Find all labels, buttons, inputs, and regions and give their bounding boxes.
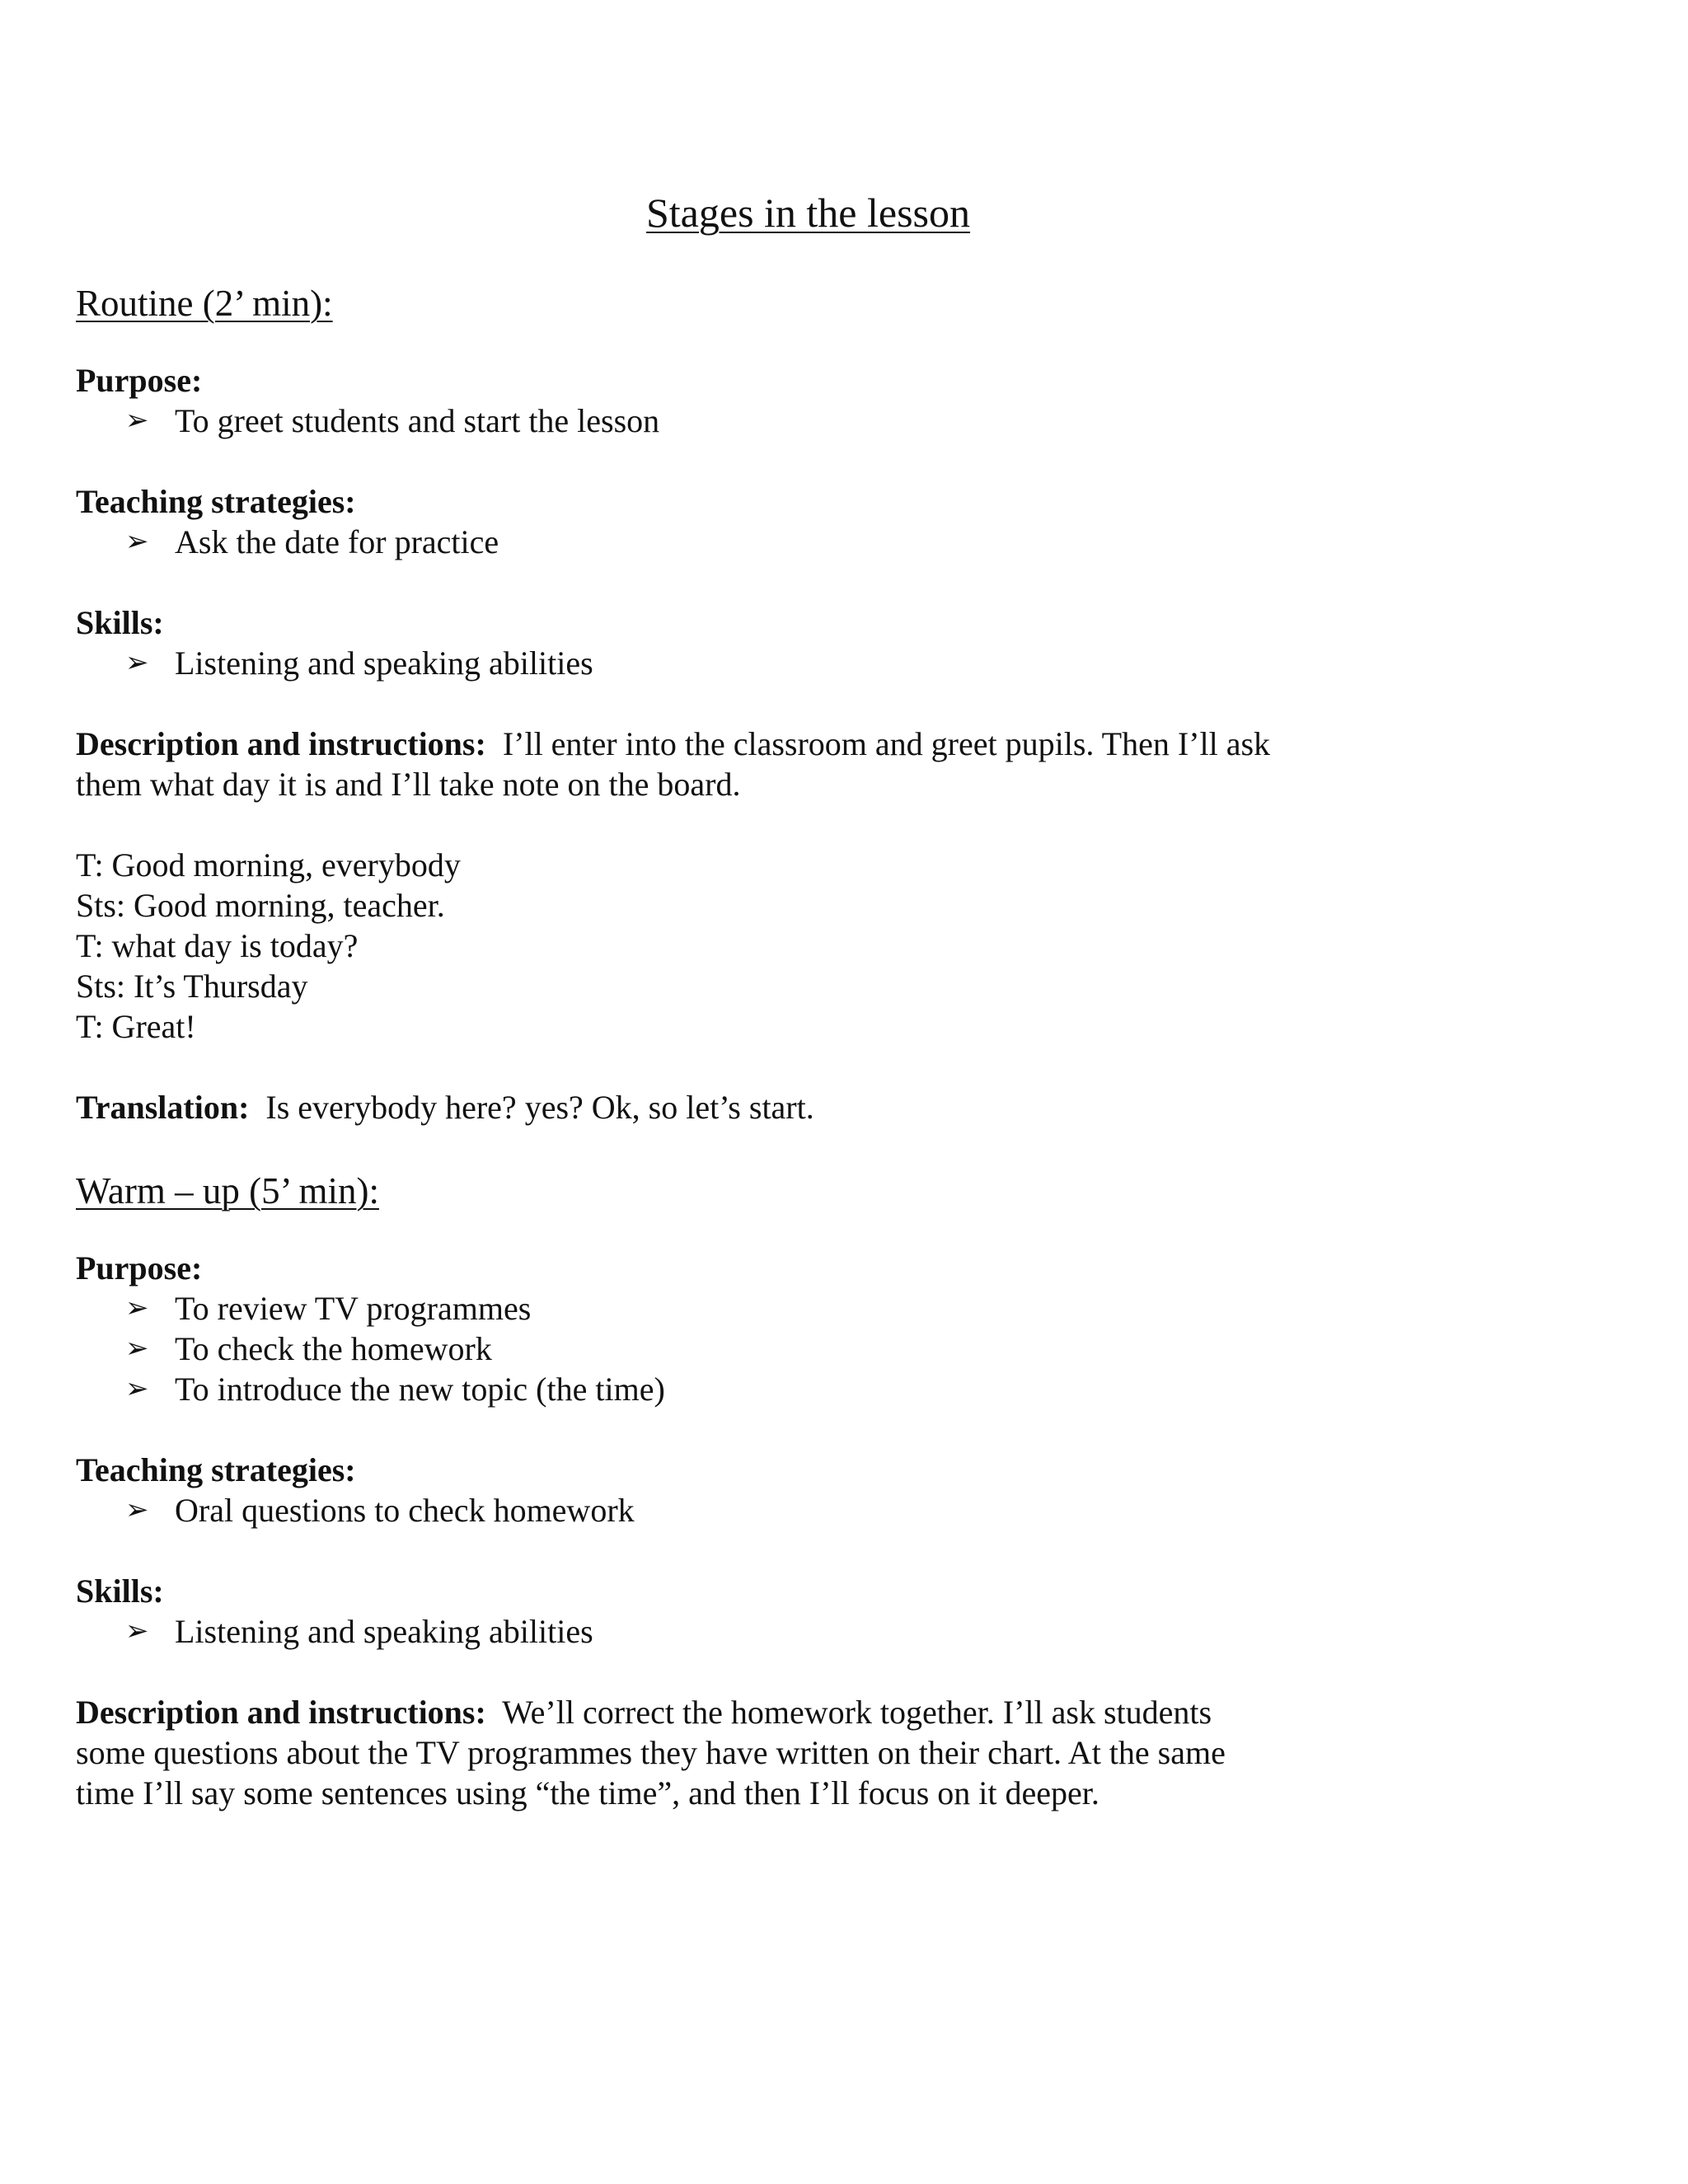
- skills-label: Skills:: [76, 604, 164, 641]
- document-page: [76, 188, 1477, 1854]
- list-item: ➢ Listening and speaking abilities: [125, 644, 593, 682]
- strategies-block: [76, 1450, 1477, 1530]
- arrowhead-bullet-icon: ➢: [125, 1372, 149, 1405]
- skills-block: [76, 602, 1477, 683]
- arrowhead-bullet-icon: ➢: [125, 1493, 149, 1526]
- purpose-label: Purpose:: [76, 1249, 203, 1286]
- translation-text: Is everybody here? yes? Ok, so let’s start.: [265, 1089, 814, 1126]
- dialogue-line: Sts: Good morning, teacher.: [76, 887, 445, 924]
- skills-list: [76, 643, 1477, 683]
- section-warm-up: [76, 1168, 1477, 1813]
- skills-list: [76, 1611, 1477, 1652]
- dialogue-line: T: Good morning, everybody: [76, 846, 461, 883]
- arrowhead-bullet-icon: ➢: [125, 525, 149, 558]
- arrowhead-bullet-icon: ➢: [125, 1332, 149, 1365]
- translation-paragraph: [76, 1087, 1477, 1127]
- section-routine: [76, 280, 1477, 1127]
- description-label: Description and instructions:: [76, 1694, 486, 1731]
- list-item: ➢ Oral questions to check homework: [125, 1492, 635, 1529]
- arrowhead-bullet-icon: ➢: [125, 1615, 149, 1647]
- strategies-label: Teaching strategies:: [76, 1451, 356, 1488]
- description-paragraph: Description and instructions: I’ll enter into the classroom and greet pupils. Then I’ll ask them what day it is and I’ll take note on the board.: [76, 725, 1271, 803]
- strategies-block: [76, 481, 1477, 562]
- section-heading: Routine (2’ min):: [76, 283, 333, 324]
- description-paragraph: Description and instructions: We’ll correct the homework together. I’ll ask students some questions about the TV programmes they have written on their chart. At the same time I’ll say some sentences using “the time”, and then I’ll focus on it deeper.: [76, 1694, 1226, 1811]
- list-item: ➢ Listening and speaking abilities: [125, 1613, 593, 1650]
- skills-label: Skills:: [76, 1572, 164, 1610]
- dialogue-line: T: Great!: [76, 1008, 196, 1045]
- strategies-list: [76, 522, 1477, 562]
- purpose-list: [76, 401, 1477, 441]
- purpose-block: [76, 360, 1477, 441]
- purpose-block: [76, 1248, 1477, 1409]
- section-heading: Warm – up (5’ min):: [76, 1170, 379, 1212]
- dialogue-line: T: what day is today?: [76, 927, 359, 964]
- arrowhead-bullet-icon: ➢: [125, 404, 149, 437]
- list-item: ➢ Ask the date for practice: [125, 523, 499, 560]
- list-item: ➢ To review TV programmes: [125, 1290, 532, 1327]
- skills-block: [76, 1571, 1477, 1652]
- list-item: ➢ To check the homework: [125, 1330, 492, 1367]
- description-label: Description and instructions:: [76, 725, 486, 762]
- dialogue-line: Sts: It’s Thursday: [76, 968, 308, 1005]
- page-title: Stages in the lesson: [645, 190, 971, 236]
- strategies-label: Teaching strategies:: [76, 483, 356, 520]
- dialogue-block: [76, 845, 1477, 1047]
- list-item: ➢ To greet students and start the lesson: [125, 402, 660, 439]
- arrowhead-bullet-icon: ➢: [125, 646, 149, 679]
- purpose-label: Purpose:: [76, 362, 203, 399]
- arrowhead-bullet-icon: ➢: [125, 1291, 149, 1324]
- list-item: ➢ To introduce the new topic (the time): [125, 1371, 665, 1408]
- purpose-list: [76, 1288, 1477, 1409]
- strategies-list: [76, 1490, 1477, 1530]
- translation-label: Translation:: [76, 1089, 250, 1126]
